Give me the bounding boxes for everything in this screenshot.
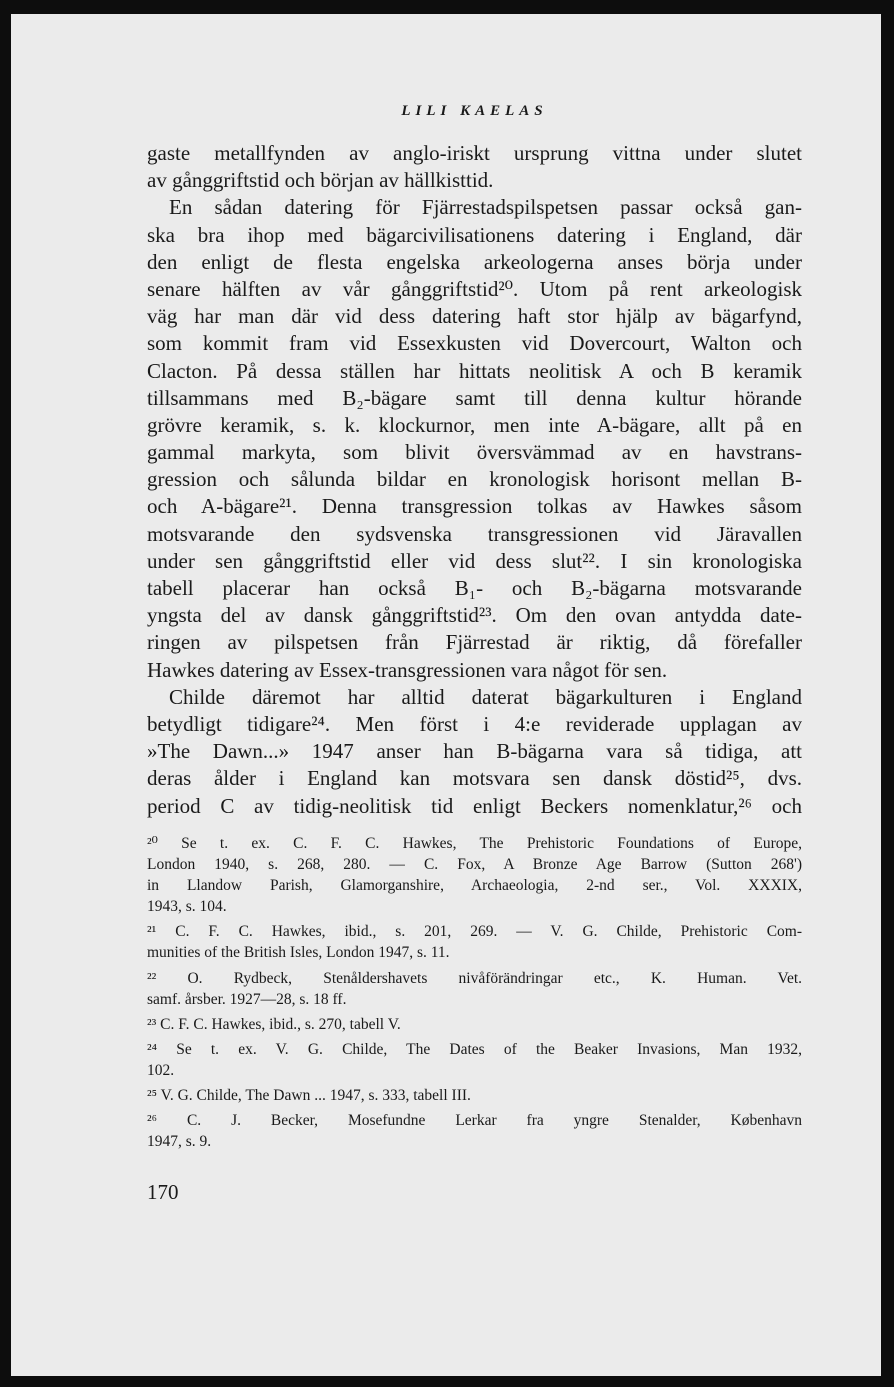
body-line: tillsammans med B₂-bägare samt till denna kultur hörande [147, 385, 802, 410]
page-number: 170 [147, 1180, 179, 1204]
body-line: gression och sålunda bildar en kronologisk horisont mellan B- [147, 467, 802, 492]
footnote-line: ²⁴ Se t. ex. V. G. Childe, The Dates of the Beaker Invasions, Man 1932, [147, 1040, 802, 1058]
footnote-line: ²⁵ V. G. Childe, The Dawn ... 1947, s. 333, tabell III. [147, 1087, 471, 1105]
body-line: ska bra ihop med bägarcivilisationens datering i England, där [147, 222, 802, 247]
footnote-line: munities of the British Isles, London 1947, s. 11. [147, 944, 450, 962]
body-line: gammal markyta, som blivit översvämmad av en havstrans- [147, 440, 802, 465]
body-line: av gånggriftstid och början av hällkisttid. [147, 168, 494, 193]
body-line: ringen av pilspetsen från Fjärrestad är riktig, då förefaller [147, 630, 802, 655]
body-line: En sådan datering för Fjärrestadspilspetsen passar också gan- [169, 195, 802, 220]
body-line: Clacton. På dessa ställen har hittats neolitisk A och B keramik [147, 358, 802, 383]
footnote-line: ²¹ C. F. C. Hawkes, ibid., s. 201, 269. — V. G. Childe, Prehistoric Com- [147, 923, 802, 941]
body-line: gaste metallfynden av anglo-iriskt ursprung vittna under slutet [147, 141, 802, 165]
body-line: period C av tidig-neolitisk tid enligt Beckers nomenklatur,²⁶ och [147, 793, 802, 818]
book-page [11, 14, 881, 1376]
body-line: senare hälften av vår gånggriftstid²⁰. Utom på rent arkeologisk [147, 276, 802, 301]
body-line: »The Dawn...» 1947 anser han B-bägarna vara så tidiga, att [147, 739, 802, 764]
body-line: den enligt de flesta engelska arkeologerna anses börja under [147, 249, 802, 274]
running-head: LILI KAELAS [401, 103, 548, 119]
body-line: deras ålder i England kan motsvara sen dansk döstid²⁵, dvs. [147, 766, 802, 791]
footnote-line: London 1940, s. 268, 280. — C. Fox, A Bronze Age Barrow (Sutton 268') [147, 856, 802, 874]
footnote-line: 1943, s. 104. [147, 898, 227, 916]
body-line: grövre keramik, s. k. klockurnor, men inte A-bägare, allt på en [147, 412, 802, 437]
footnote-line: in Llandow Parish, Glamorganshire, Archaeologia, 2-nd ser., Vol. XXXIX, [147, 877, 802, 895]
footnotes [147, 833, 802, 1152]
footnote-line: ²² O. Rydbeck, Stenåldershavets nivåförändringar etc., K. Human. Vet. [147, 969, 802, 987]
footnote-line: ²⁰ Se t. ex. C. F. C. Hawkes, The Prehistoric Foundations of Europe, [147, 835, 802, 852]
body-line: som kommit fram vid Essexkusten vid Dovercourt, Walton och [147, 331, 802, 356]
body-line: yngsta del av dansk gånggriftstid²³. Om den ovan antydda date- [147, 603, 802, 628]
body-line: Childe däremot har alltid daterat bägarkulturen i England [169, 684, 802, 709]
body-line: tabell placerar han också B₁- och B₂-bägarna motsvarande [147, 576, 802, 600]
body-line: betydligt tidigare²⁴. Men först i 4:e reviderade upplagan av [147, 711, 802, 736]
footnote-line: 102. [147, 1061, 175, 1079]
body-line: Hawkes datering av Essex-transgressionen vara något för sen. [147, 657, 668, 682]
footnote-line: samf. årsber. 1927—28, s. 18 ff. [147, 990, 347, 1008]
body-line: motsvarande den sydsvenska transgressionen vid Järavallen [147, 521, 802, 546]
body-line: och A-bägare²¹. Denna transgression tolkas av Hawkes såsom [147, 494, 802, 519]
footnote-line: ²³ C. F. C. Hawkes, ibid., s. 270, tabell V. [147, 1015, 401, 1033]
body-line: under sen gånggriftstid eller vid dess slut²². I sin kronologiska [147, 548, 802, 573]
footnote-line: ²⁶ C. J. Becker, Mosefundne Lerkar fra yngre Stenalder, København [147, 1112, 802, 1130]
footnote-line: 1947, s. 9. [147, 1133, 212, 1151]
body-text [147, 140, 802, 820]
body-line: väg har man där vid dess datering haft stor hjälp av bägarfynd, [147, 304, 802, 329]
